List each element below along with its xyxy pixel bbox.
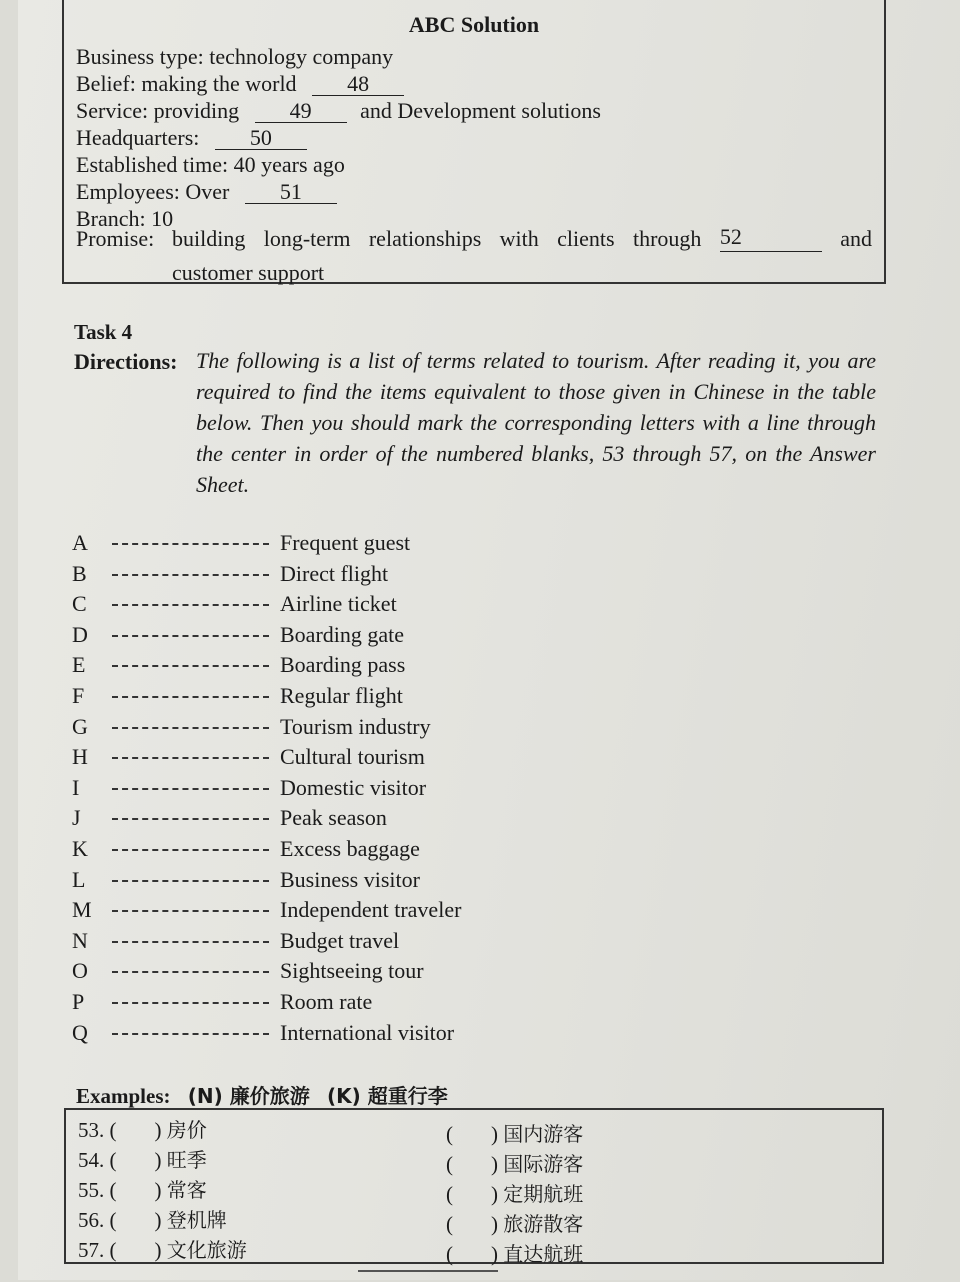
term-letter: E xyxy=(72,652,86,678)
term-row xyxy=(72,591,532,622)
term-row xyxy=(72,775,532,806)
term-row xyxy=(72,805,532,836)
term-letter: K xyxy=(72,835,88,861)
term-letter: J xyxy=(72,805,81,831)
term-text: Excess baggage xyxy=(280,835,420,861)
answer-close: ) xyxy=(154,1118,162,1142)
promise-word: with xyxy=(499,226,539,251)
term-letter: C xyxy=(72,591,87,617)
answer-chinese: 常客 xyxy=(166,1178,207,1202)
dashed-leader xyxy=(112,880,269,882)
answer-open: ( xyxy=(446,1152,453,1176)
belief-line xyxy=(76,71,404,97)
answer-close: ) xyxy=(491,1182,498,1206)
answer-row-53 xyxy=(78,1114,207,1143)
employees-label: Employees: Over xyxy=(76,179,230,204)
task-4-title: Task 4 xyxy=(74,320,133,344)
directions-label: Directions: xyxy=(74,349,178,374)
term-letter: M xyxy=(72,897,92,923)
term-text: Business visitor xyxy=(280,866,420,892)
tourism-terms-list xyxy=(72,530,532,1050)
term-text: Domestic visitor xyxy=(280,774,427,800)
abc-title: ABC Solution xyxy=(408,12,540,37)
term-text: Airline ticket xyxy=(280,591,397,617)
promise-word: clients xyxy=(557,226,615,251)
dashed-leader xyxy=(112,849,269,851)
answer-chinese: 旺季 xyxy=(166,1148,207,1172)
term-row xyxy=(72,530,532,561)
term-row xyxy=(72,683,532,714)
belief-label: Belief: making the world xyxy=(76,71,297,96)
term-row xyxy=(72,714,532,745)
promise-label: Promise: xyxy=(76,226,155,251)
term-text: Direct flight xyxy=(280,560,389,586)
page-footer-edge xyxy=(358,1270,498,1282)
term-text: Budget travel xyxy=(280,927,400,953)
answer-close: ) xyxy=(154,1208,162,1232)
answer-close: ) xyxy=(154,1148,162,1172)
answer-close: ) xyxy=(491,1122,498,1146)
headquarters-line xyxy=(76,125,307,151)
term-row xyxy=(72,958,532,989)
promise-word: relationships xyxy=(368,226,482,251)
answer-chinese: 文化旅游 xyxy=(166,1238,247,1262)
directions-text: The following is a list of terms related to tourism. After reading it, you are required to find the items equivalent to those given in Chinese in the table below. Then you should mark the corresponding letters with a line through the center in order of the numbered blanks, 53 through 57, on the Answer Sheet. xyxy=(196,348,876,497)
service-label: Service: providing xyxy=(76,98,240,123)
term-letter: F xyxy=(72,682,85,708)
promise-line-1 xyxy=(172,226,872,252)
promise-word: long-term xyxy=(263,226,351,251)
answer-close: ) xyxy=(154,1238,162,1262)
answer-chinese: 定期航班 xyxy=(503,1182,584,1206)
branch-line: Branch: 10 xyxy=(76,206,174,231)
answer-row-55 xyxy=(78,1174,207,1203)
answer-table xyxy=(64,1108,884,1264)
answer-chinese: 房价 xyxy=(166,1118,207,1142)
promise-word: building xyxy=(172,226,246,251)
term-letter: H xyxy=(72,744,88,770)
answer-right-row xyxy=(446,1208,583,1237)
dashed-leader xyxy=(112,910,269,912)
dashed-leader xyxy=(112,1033,269,1035)
service-line xyxy=(76,98,601,124)
dashed-leader xyxy=(112,941,269,943)
term-text: International visitor xyxy=(280,1019,455,1045)
term-row xyxy=(72,622,532,653)
dashed-leader xyxy=(112,635,269,637)
answer-close: ) xyxy=(491,1152,498,1176)
blank-49: 49 xyxy=(255,100,347,123)
term-text: Peak season xyxy=(280,805,387,831)
answer-row-56 xyxy=(78,1204,227,1233)
term-row xyxy=(72,744,532,775)
term-letter: P xyxy=(72,988,85,1014)
blank-52: 52 xyxy=(720,226,822,252)
blank-50: 50 xyxy=(215,127,307,150)
promise-and: and xyxy=(840,226,872,251)
dashed-leader xyxy=(112,818,269,820)
answer-chinese: 旅游散客 xyxy=(503,1212,584,1236)
answer-open: ( xyxy=(446,1182,453,1206)
term-text: Cultural tourism xyxy=(280,744,425,770)
term-row xyxy=(72,1020,532,1051)
answer-number: 55. ( xyxy=(78,1178,117,1202)
headquarters-label: Headquarters: xyxy=(76,125,200,150)
example-2: (K) 超重行李 xyxy=(326,1084,448,1108)
term-text: Sightseeing tour xyxy=(280,958,424,984)
blank-51: 51 xyxy=(245,181,337,204)
answer-row-57 xyxy=(78,1234,247,1263)
answer-right-row xyxy=(446,1118,583,1147)
answer-close: ) xyxy=(491,1242,498,1266)
term-text: Boarding gate xyxy=(280,621,405,647)
term-letter: O xyxy=(72,958,88,984)
answer-open: ( xyxy=(446,1212,453,1236)
dashed-leader xyxy=(112,788,269,790)
answer-open: ( xyxy=(446,1122,453,1146)
term-letter: L xyxy=(72,866,86,892)
term-text: Independent traveler xyxy=(280,897,462,923)
dashed-leader xyxy=(112,1002,269,1004)
abc-solution-box xyxy=(62,0,886,284)
term-text: Frequent guest xyxy=(280,530,411,555)
answer-number: 53. ( xyxy=(78,1118,117,1142)
promise-line-2: customer support xyxy=(172,260,325,285)
term-row xyxy=(72,836,532,867)
established-line: Established time: 40 years ago xyxy=(76,152,345,177)
answer-number: 54. ( xyxy=(78,1148,117,1172)
dashed-leader xyxy=(112,696,269,698)
term-letter: I xyxy=(72,774,80,800)
promise-word: through xyxy=(632,226,702,251)
examples-label: Examples: xyxy=(76,1084,171,1108)
term-text: Room rate xyxy=(280,988,373,1014)
answer-close: ) xyxy=(491,1212,498,1236)
term-text: Boarding pass xyxy=(280,652,406,678)
dashed-leader xyxy=(112,543,269,545)
term-letter: B xyxy=(72,560,87,586)
answer-number: 56. ( xyxy=(78,1208,117,1232)
answer-row-54 xyxy=(78,1144,207,1173)
answer-chinese: 国际游客 xyxy=(503,1152,584,1176)
term-letter: Q xyxy=(72,1019,88,1045)
term-row xyxy=(72,652,532,683)
document-page xyxy=(18,0,960,1280)
dashed-leader xyxy=(112,971,269,973)
answer-open: ( xyxy=(446,1242,453,1266)
term-text: Regular flight xyxy=(280,682,403,708)
dashed-leader xyxy=(112,574,269,576)
answer-chinese: 国内游客 xyxy=(503,1122,584,1146)
answer-close: ) xyxy=(154,1178,162,1202)
term-letter: A xyxy=(72,530,88,555)
term-row xyxy=(72,561,532,592)
dashed-leader xyxy=(112,665,269,667)
answer-chinese: 登机牌 xyxy=(166,1208,227,1232)
answer-number: 57. ( xyxy=(78,1238,117,1262)
term-letter: D xyxy=(72,621,88,647)
dashed-leader xyxy=(112,757,269,759)
dashed-leader xyxy=(112,604,269,606)
examples-line xyxy=(76,1080,448,1109)
term-row xyxy=(72,897,532,928)
term-row xyxy=(72,867,532,898)
answer-right-row xyxy=(446,1148,583,1177)
service-suffix: and Development solutions xyxy=(360,98,601,123)
term-row xyxy=(72,928,532,959)
dashed-leader xyxy=(112,727,269,729)
term-letter: G xyxy=(72,713,88,739)
term-letter: N xyxy=(72,927,88,953)
blank-48: 48 xyxy=(312,73,404,96)
business-type-line: Business type: technology company xyxy=(76,44,394,69)
answer-right-row xyxy=(446,1178,583,1207)
term-text: Tourism industry xyxy=(280,713,431,739)
example-1: (N) 廉价旅游 xyxy=(187,1084,310,1108)
term-row xyxy=(72,989,532,1020)
answer-right-row xyxy=(446,1238,583,1267)
employees-line xyxy=(76,179,337,205)
answer-chinese: 直达航班 xyxy=(503,1242,584,1266)
